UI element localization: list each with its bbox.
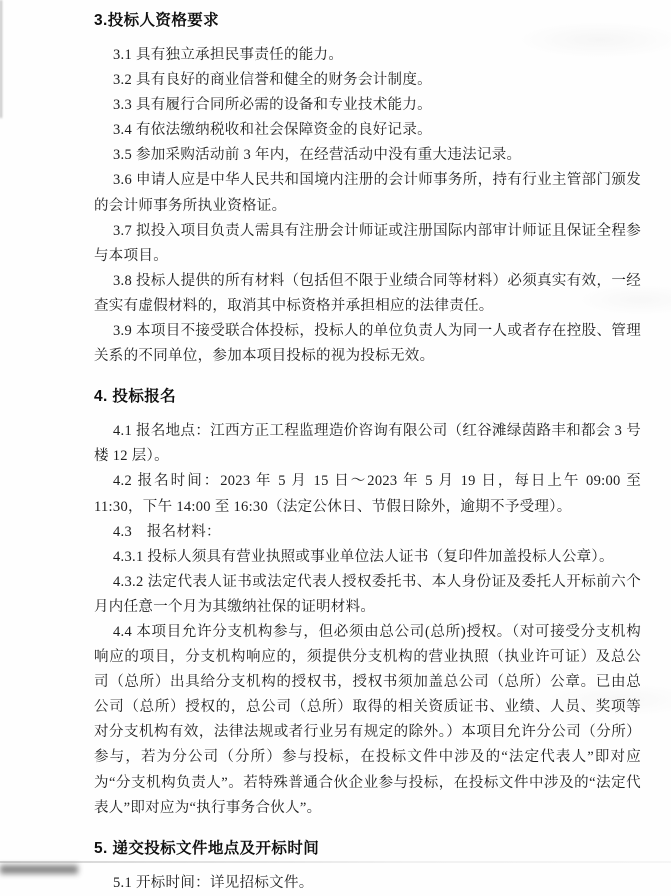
clause-3-6: 3.6 申请人应是中华人民共和国境内注册的会计师事务所，持有行业主管部门颁发的会计师事务所执业资格证。 bbox=[94, 172, 641, 214]
section-3-heading: 3.投标人资格要求 bbox=[94, 12, 220, 29]
clause-3-8: 3.8 投标人提供的所有材料（包括但不限于业绩合同等材料）必须真实有效，一经查实有虚假材料的，取消其中标资格并承担相应的法律责任。 bbox=[94, 272, 641, 314]
clause-5-1: 5.1 开标时间：详见招标文件。 bbox=[113, 874, 314, 891]
clause-4-4: 4.4 本项目允许分支机构参与，但必须由总公司(总所)授权。（对可接受分支机构响应的项目，分支机构响应的，须提供分支机构的营业执照（执业许可证）及总公司（总所）出具给分支机构的授权书，授权书须加盖总公司（总所）公章。已由总公司（总所）授权的，总公司（总所）取得的相关资质证书、业绩、人员、奖项等对分支机构有效，法律法规或者行业另有规定的除外。）本项目允许分公司（分所）参与，若为分公司（分所）参与投标，在投标文件中涉及的“法定代表人”即对应为“分支机构负责人”。若特殊普通合伙企业参与投标，在投标文件中涉及的“法定代表人”即对应为“执行事务合伙人”。 bbox=[94, 623, 641, 816]
clause-4-2: 4.2 报名时间：2023 年 5 月 15 日～2023 年 5 月 19 日，每日上午 09:00 至 11:30，下午 14:00 至 16:30（法定公休日、节假日除外，逾期不予受理）。 bbox=[94, 473, 641, 515]
clause-3-1: 3.1 具有独立承担民事责任的能力。 bbox=[113, 47, 344, 63]
scan-artifact-smudge bbox=[0, 865, 78, 874]
clause-4-3-1: 4.3.1 投标人须具有营业执照或事业单位法人证书（复印件加盖投标人公章）。 bbox=[113, 548, 614, 565]
clause-3-9: 3.9 本项目不接受联合体投标，投标人的单位负责人为同一人或者存在控股、管理关系的不同单位，参加本项目投标的视为投标无效。 bbox=[94, 323, 641, 365]
clause-3-4: 3.4 有依法缴纳税收和社会保障资金的良好记录。 bbox=[113, 122, 432, 139]
scan-artifact-edge bbox=[0, 0, 2, 118]
clause-3-2: 3.2 具有良好的商业信誉和健全的财务会计制度。 bbox=[113, 72, 432, 89]
section-4-heading: 4. 投标报名 bbox=[94, 388, 177, 406]
section-submission-and-opening bbox=[94, 836, 641, 896]
section-bid-registration bbox=[94, 384, 641, 821]
clause-4-1: 4.1 报名地点：江西方正工程监理造价咨询有限公司（红谷滩绿茵路丰和都会 3 号楼 12 层）。 bbox=[94, 423, 641, 465]
clause-3-5: 3.5 参加采购活动前 3 年内，在经营活动中没有重大违法记录。 bbox=[113, 147, 522, 164]
section-5-heading: 5. 递交投标文件地点及开标时间 bbox=[94, 839, 320, 857]
clause-3-3: 3.3 具有履行合同所必需的设备和专业技术能力。 bbox=[113, 97, 432, 114]
clause-3-7: 3.7 拟投入项目负责人需具有注册会计师证或注册国际内部审计师证且保证全程参与本项目。 bbox=[94, 222, 641, 264]
clause-4-3-2: 4.3.2 法定代表人证书或法定代表人授权委托书、本人身份证及委托人开标前六个月内任意一个月为其缴纳社保的证明材料。 bbox=[94, 573, 641, 615]
clause-4-3: 4.3 报名材料： bbox=[113, 523, 221, 540]
section-bidder-qualification bbox=[94, 8, 641, 369]
